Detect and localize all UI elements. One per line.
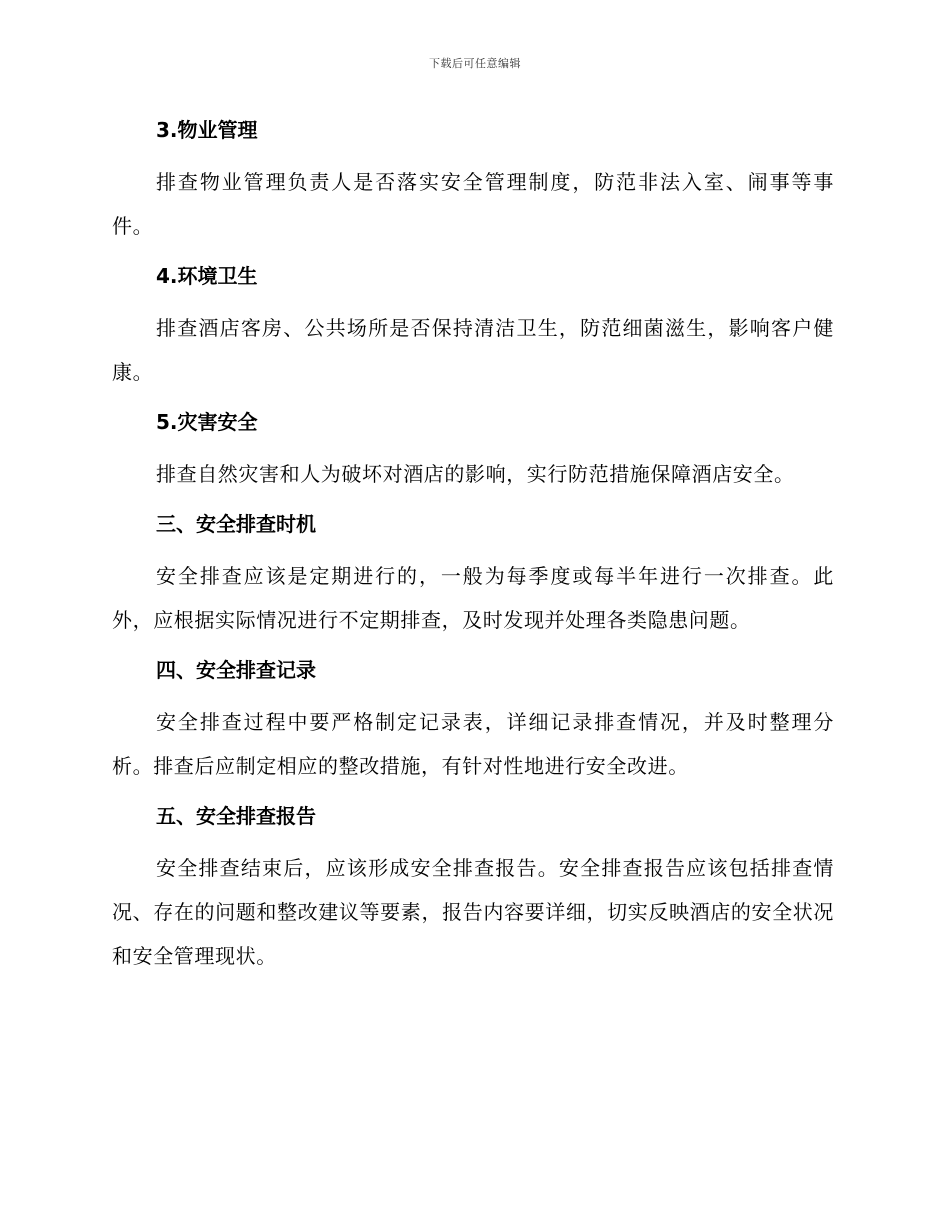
section-heading-inspection-timing: 三、安全排查时机	[156, 512, 316, 536]
section-heading-disaster-safety: 5.灾害安全	[156, 410, 258, 434]
paragraph-inspection-timing: 安全排查应该是定期进行的，一般为每季度或每半年进行一次排查。此外，应根据实际情况进行不定期排查，及时发现并处理各类隐患问题。	[112, 564, 834, 632]
section-heading-property-management: 3.物业管理	[156, 118, 258, 142]
section-heading-inspection-records: 四、安全排查记录	[156, 658, 316, 682]
section-heading-inspection-report: 五、安全排查报告	[156, 804, 316, 828]
header-note: 下载后可任意编辑	[429, 57, 521, 70]
paragraph-inspection-records: 安全排查过程中要严格制定记录表，详细记录排查情况，并及时整理分析。排查后应制定相应的整改措施，有针对性地进行安全改进。	[112, 710, 834, 778]
document-body	[112, 110, 834, 978]
paragraph-inspection-report: 安全排查结束后，应该形成安全排查报告。安全排查报告应该包括排查情况、存在的问题和整改建议等要素，报告内容要详细，切实反映酒店的安全状况和安全管理现状。	[112, 856, 834, 968]
paragraph-environment-hygiene: 排查酒店客房、公共场所是否保持清洁卫生，防范细菌滋生，影响客户健康。	[112, 316, 834, 384]
paragraph-disaster-safety: 排查自然灾害和人为破坏对酒店的影响，实行防范措施保障酒店安全。	[156, 462, 795, 486]
section-heading-environment-hygiene: 4.环境卫生	[156, 264, 258, 288]
paragraph-property-management: 排查物业管理负责人是否落实安全管理制度，防范非法入室、闹事等事件。	[112, 170, 834, 238]
